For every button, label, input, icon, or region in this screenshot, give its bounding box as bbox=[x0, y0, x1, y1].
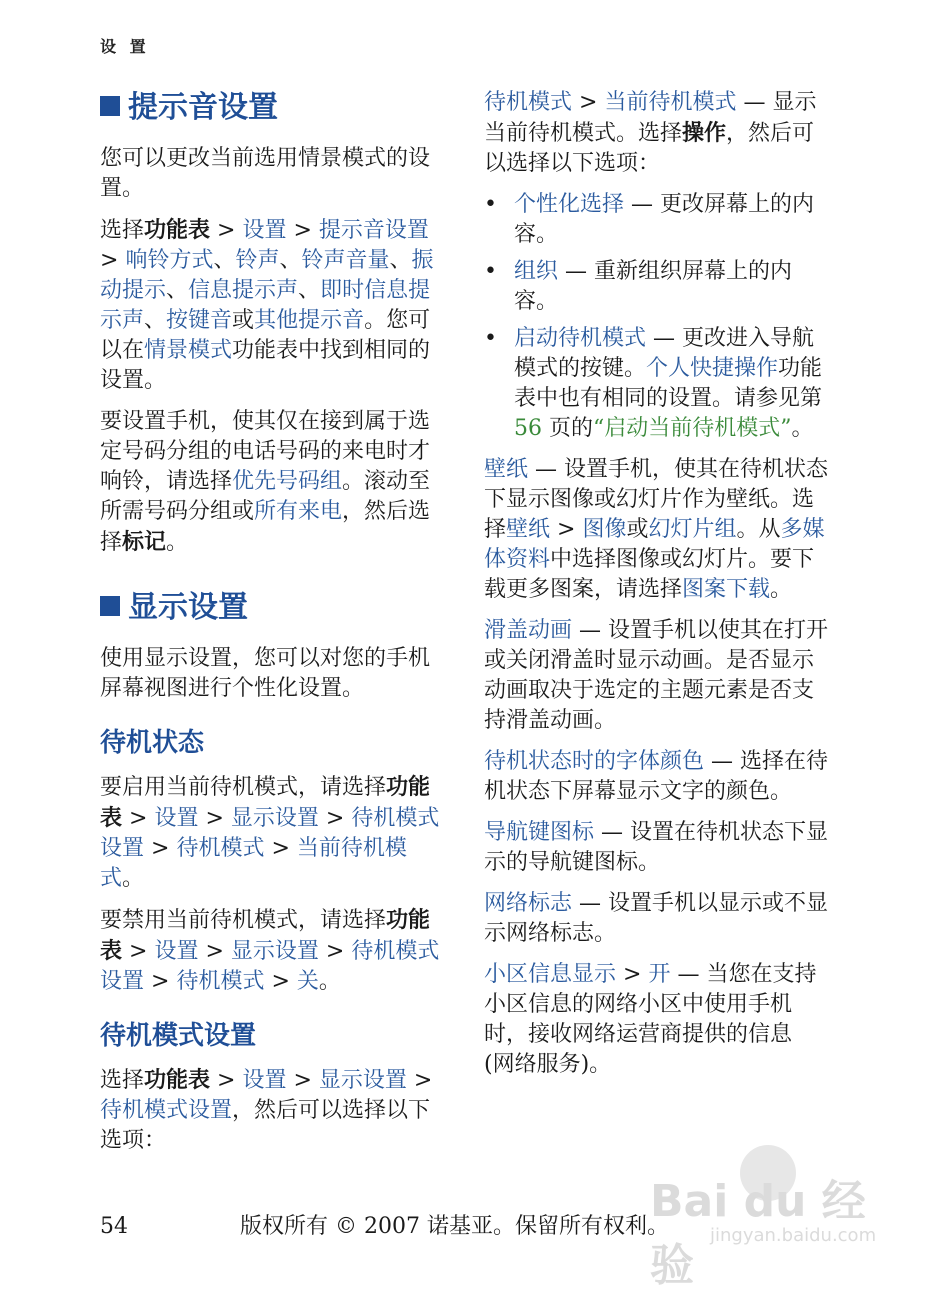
menu-term: 启动待机模式 bbox=[514, 326, 647, 351]
text-run: 或 bbox=[626, 517, 649, 542]
section-title-text: 显示设置 bbox=[128, 590, 248, 625]
bold-term: 功能表 bbox=[100, 774, 431, 831]
bullet-icon: • bbox=[484, 259, 497, 284]
text-run: — 设置手机，使其在待机状态下显示图像或幻灯片作为壁纸。选择 bbox=[484, 457, 829, 542]
menu-term: 设置 bbox=[154, 806, 199, 831]
paragraph bbox=[100, 905, 445, 997]
menu-term: 响铃方式 bbox=[125, 248, 214, 273]
bold-term: 功能表 bbox=[144, 1067, 211, 1093]
list-item bbox=[484, 190, 829, 250]
menu-term: 设置 bbox=[242, 1068, 287, 1093]
menu-term: 个性化选择 bbox=[514, 192, 625, 217]
menu-term: 待机状态时的字体颜色 bbox=[484, 749, 705, 774]
text-run: ，然后可以选择以下选项： bbox=[484, 121, 815, 176]
menu-term: 按键音 bbox=[166, 308, 233, 333]
menu-term: 当前待机模式 bbox=[604, 90, 737, 115]
menu-term: 信息提示声 bbox=[188, 278, 299, 303]
text-run: > bbox=[210, 1068, 243, 1093]
text-run: 。 bbox=[122, 866, 145, 891]
text-run: 中选择图像或幻灯片。要下载更多图案，请选择 bbox=[484, 547, 815, 602]
paragraph bbox=[484, 818, 829, 878]
text-run: 、 bbox=[166, 278, 189, 303]
list-item-text bbox=[514, 326, 822, 441]
text-run: 、 bbox=[279, 248, 302, 273]
text-run: > bbox=[286, 1068, 319, 1093]
text-run: — 重新组织屏幕上的内容。 bbox=[514, 259, 793, 314]
bullet-icon: • bbox=[484, 192, 497, 217]
text-run: 、 bbox=[298, 278, 321, 303]
menu-term: 组织 bbox=[514, 259, 559, 284]
text-run: > bbox=[198, 939, 231, 964]
text-run: 选择 bbox=[100, 218, 145, 243]
text-run: 选择 bbox=[100, 1068, 145, 1093]
bold-term: 功能表 bbox=[144, 217, 211, 243]
text-run: > bbox=[406, 1068, 433, 1093]
text-run: > bbox=[264, 969, 297, 994]
menu-term: 铃声音量 bbox=[301, 248, 390, 273]
text-run: — 更改进入导航模式的按键。 bbox=[514, 326, 815, 381]
list-item bbox=[484, 324, 829, 444]
text-run: > bbox=[286, 218, 319, 243]
paragraph bbox=[484, 960, 829, 1080]
text-run: — 设置在待机状态下显示的导航键图标。 bbox=[484, 820, 829, 875]
menu-term: 提示音设置 bbox=[318, 218, 429, 243]
text-run: > bbox=[616, 962, 649, 987]
menu-term: 待机模式 bbox=[176, 969, 265, 994]
watermark-logo-text: Bai du 经验 bbox=[650, 1176, 866, 1291]
list-item-text bbox=[514, 259, 792, 314]
page-number: 54 bbox=[100, 1214, 128, 1239]
watermark-url: jingyan.baidu.com bbox=[710, 1225, 877, 1246]
text-run: — 显示当前待机模式。选择 bbox=[484, 90, 817, 146]
paragraph bbox=[100, 215, 445, 396]
text-run: > bbox=[318, 806, 352, 831]
list-item-text bbox=[514, 192, 814, 247]
baidu-watermark-logo bbox=[640, 1145, 900, 1291]
menu-term: 幻灯片组 bbox=[648, 517, 737, 542]
menu-term: 网络标志 bbox=[484, 891, 573, 916]
text-run: > bbox=[100, 248, 126, 273]
text-run: 要设置手机，使其仅在接到属于选定号码分组的电话号码的来电时才响铃，请选择 bbox=[100, 409, 431, 494]
text-run: ，然后可以选择以下选项： bbox=[100, 1098, 431, 1153]
text-run: > bbox=[318, 939, 352, 964]
paragraph: 您可以更改当前选用情景模式的设置。 bbox=[100, 146, 431, 201]
menu-term: 小区信息显示 bbox=[484, 962, 617, 987]
menu-term: 待机模式 bbox=[176, 836, 265, 861]
text-run: 要启用当前待机模式，请选择 bbox=[100, 775, 387, 800]
text-run: > bbox=[144, 969, 177, 994]
text-run: > bbox=[198, 806, 231, 831]
paragraph bbox=[484, 747, 829, 807]
menu-term: 显示设置 bbox=[230, 806, 319, 831]
text-run: 。滚动至所需号码分组或 bbox=[100, 469, 431, 524]
menu-term: 壁纸 bbox=[484, 457, 529, 482]
text-run: 或 bbox=[232, 308, 255, 333]
menu-term: 显示设置 bbox=[318, 1068, 407, 1093]
text-run: > bbox=[550, 517, 583, 542]
section-square-icon bbox=[100, 596, 120, 616]
menu-term: 多媒体资料 bbox=[484, 517, 825, 572]
menu-term: 导航键图标 bbox=[484, 820, 595, 845]
paragraph bbox=[100, 1065, 445, 1156]
menu-term: 显示设置 bbox=[230, 939, 319, 964]
running-head: 设 置 bbox=[100, 37, 150, 56]
text-run: ，然后选择 bbox=[100, 499, 431, 555]
paragraph bbox=[100, 407, 445, 558]
text-run: > bbox=[122, 939, 155, 964]
text-run: — 更改屏幕上的内容。 bbox=[514, 192, 815, 247]
text-run: 。 bbox=[318, 969, 341, 994]
menu-term: 待机模式设置 bbox=[100, 939, 440, 994]
copyright-notice: 版权所有 © 2007 诺基亚。保留所有权利。 bbox=[240, 1214, 669, 1239]
text-run: — 设置手机以使其在打开或关闭滑盖时显示动画。是否显示动画取决于选定的主题元素是否支持滑盖动画。 bbox=[484, 618, 829, 733]
text-run: > bbox=[144, 836, 177, 861]
menu-term: 个人快捷操作 bbox=[646, 356, 779, 381]
menu-term: 设置 bbox=[242, 218, 287, 243]
menu-term: 其他提示音 bbox=[254, 308, 365, 333]
text-run: 。您可以在 bbox=[100, 308, 431, 363]
menu-term: 待机模式设置 bbox=[100, 1098, 233, 1123]
text-run: — 当您在支持小区信息的网络小区中使用手机时，接收网络运营商提供的信息 (网络服务)。 bbox=[484, 962, 817, 1077]
menu-term: 所有来电 bbox=[254, 499, 343, 524]
paragraph bbox=[484, 88, 829, 179]
menu-term: 壁纸 bbox=[506, 517, 551, 542]
text-run: 。 bbox=[770, 577, 793, 602]
text-run: 、 bbox=[144, 308, 167, 333]
bold-term: 功能表 bbox=[100, 907, 431, 964]
bullet-icon: • bbox=[484, 326, 497, 351]
text-run: — 设置手机以显示或不显示网络标志。 bbox=[484, 891, 829, 946]
bold-term: 标记 bbox=[122, 529, 167, 555]
right-column bbox=[484, 88, 829, 1091]
left-column bbox=[100, 88, 445, 1167]
menu-term: 当前待机模式 bbox=[100, 836, 407, 891]
option-list bbox=[484, 190, 829, 444]
menu-term: 优先号码组 bbox=[232, 469, 343, 494]
menu-term: 滑盖动画 bbox=[484, 618, 573, 643]
menu-term: 图像 bbox=[582, 517, 627, 542]
text-run: > bbox=[122, 806, 155, 831]
section-title-alert-tones bbox=[100, 88, 445, 128]
text-run: > bbox=[264, 836, 297, 861]
text-run: 。 bbox=[791, 416, 814, 441]
cross-reference: “启动当前待机模式” bbox=[593, 416, 792, 441]
text-run: 。 bbox=[166, 530, 189, 555]
text-run: 。从 bbox=[736, 517, 781, 542]
menu-term: 待机模式 bbox=[484, 90, 573, 115]
paragraph bbox=[484, 455, 829, 605]
cross-reference: 56 bbox=[514, 416, 542, 441]
section-title-display-settings bbox=[100, 588, 445, 628]
menu-term: 设置 bbox=[154, 939, 199, 964]
menu-term: 情景模式 bbox=[144, 338, 233, 363]
text-run: 功能表中找到相同的设置。 bbox=[100, 338, 431, 393]
text-run: 、 bbox=[389, 248, 412, 273]
subsection-title-standby-settings: 待机模式设置 bbox=[100, 1021, 257, 1051]
paragraph bbox=[484, 616, 829, 736]
menu-term: 待机模式设置 bbox=[100, 806, 440, 861]
menu-term: 关 bbox=[296, 969, 319, 994]
text-run: 要禁用当前待机模式，请选择 bbox=[100, 908, 387, 933]
bold-term: 操作 bbox=[682, 120, 727, 146]
text-run: > bbox=[210, 218, 243, 243]
paragraph bbox=[484, 889, 829, 949]
menu-term: 即时信息提示声 bbox=[100, 278, 431, 333]
text-run: — 选择在待机状态下屏幕显示文字的颜色。 bbox=[484, 749, 829, 804]
menu-term: 开 bbox=[648, 962, 671, 987]
section-title-text: 提示音设置 bbox=[128, 90, 278, 125]
menu-term: 铃声 bbox=[235, 248, 280, 273]
subsection-title-standby: 待机状态 bbox=[100, 728, 205, 758]
paragraph: 使用显示设置，您可以对您的手机屏幕视图进行个性化设置。 bbox=[100, 646, 431, 701]
paragraph bbox=[100, 772, 445, 894]
list-item bbox=[484, 257, 829, 317]
menu-term: 图案下载 bbox=[682, 577, 771, 602]
section-square-icon bbox=[100, 96, 120, 116]
text-run: 功能表中也有相同的设置。请参见第 bbox=[514, 356, 823, 411]
text-run: 、 bbox=[213, 248, 236, 273]
text-run: 页的 bbox=[542, 416, 593, 441]
text-run: > bbox=[572, 90, 605, 115]
menu-term: 振动提示 bbox=[100, 248, 434, 303]
